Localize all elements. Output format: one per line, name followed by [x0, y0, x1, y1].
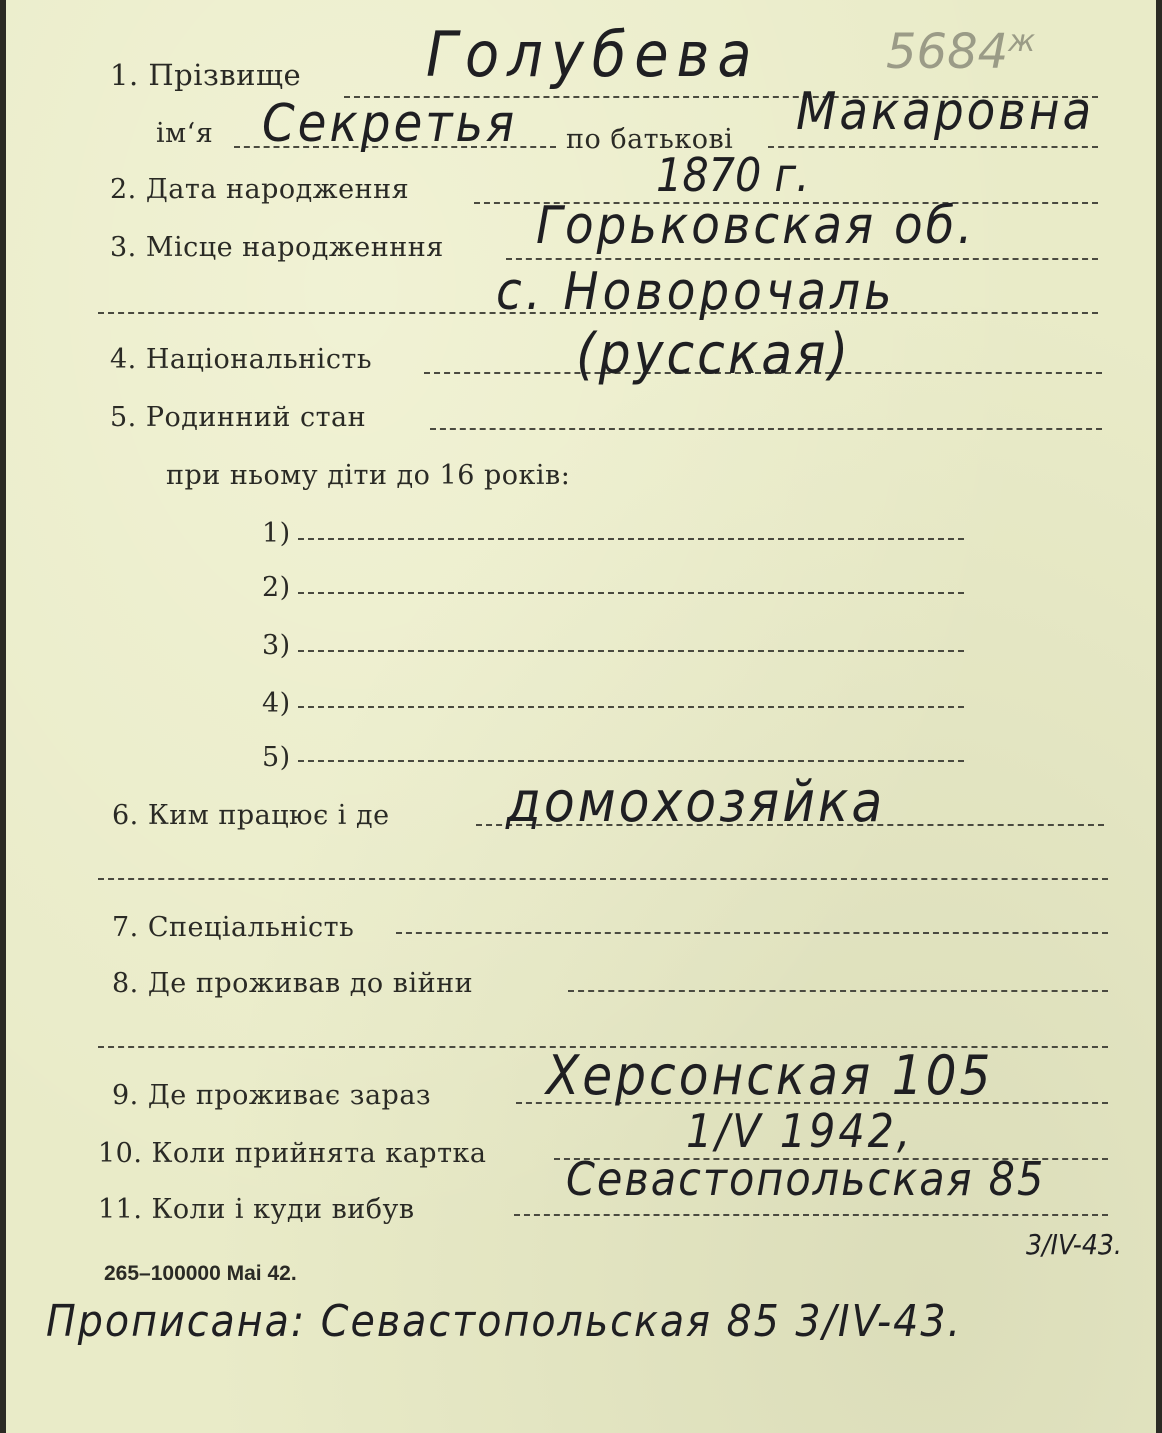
handwritten-surname: Голубева — [426, 18, 760, 91]
line-child-3 — [298, 650, 964, 652]
line-child-2 — [298, 592, 964, 594]
handwritten-occupation: домохозяйка — [506, 770, 886, 835]
label-family-status: 5. Родинний стан — [110, 402, 367, 433]
label-patronymic: по батькові — [566, 124, 734, 155]
line-prewar-residence — [568, 990, 1108, 992]
line-occupation-2 — [98, 878, 1108, 880]
handwritten-birth-place-1: Горьковская об. — [536, 196, 976, 256]
label-current-residence: 9. Де проживає зараз — [112, 1080, 432, 1111]
handwritten-moved-date: 3/IV-43. — [1026, 1228, 1122, 1261]
label-birth-place: 3. Місце народженння — [110, 232, 444, 263]
handwritten-registration-note: Прописана: Севастопольская 85 3/IV-43. — [46, 1296, 963, 1347]
label-child-1: 1) — [262, 518, 291, 549]
line-specialty — [396, 932, 1108, 934]
line-departed — [514, 1214, 1108, 1216]
label-departed: 11. Коли і куди вибув — [98, 1194, 415, 1225]
print-code: 265–100000 Mai 42. — [104, 1262, 297, 1285]
label-children: при ньому діти до 16 років: — [166, 460, 571, 491]
line-child-5 — [298, 760, 964, 762]
handwritten-accepted-date: 1/V 1942, — [686, 1104, 914, 1158]
label-child-3: 3) — [262, 630, 291, 661]
label-card-accepted: 10. Коли прийнята картка — [98, 1138, 487, 1169]
label-child-2: 2) — [262, 572, 291, 603]
handwritten-patronymic: Макаровна — [796, 82, 1095, 142]
label-surname: 1. Прізвище — [110, 58, 302, 92]
registration-card — [6, 0, 1156, 1433]
handwritten-birth-place-2: с. Новорочаль — [496, 262, 896, 322]
label-specialty: 7. Спеціальність — [112, 912, 355, 943]
label-child-4: 4) — [262, 688, 291, 719]
label-prewar-residence: 8. Де проживав до війни — [112, 968, 474, 999]
label-occupation: 6. Ким працює і де — [112, 800, 390, 831]
handwritten-nationality: (русская) — [576, 322, 852, 387]
registration-number: $5684^ж$ — [886, 24, 1036, 80]
line-birth-place — [506, 258, 1098, 260]
label-nationality: 4. Національність — [110, 344, 373, 375]
label-child-5: 5) — [262, 742, 291, 773]
handwritten-firstname: Секретья — [262, 94, 518, 154]
line-family-status — [430, 428, 1102, 430]
handwritten-moved-to: Севастопольская 85 — [566, 1152, 1046, 1206]
line-child-4 — [298, 706, 964, 708]
handwritten-birth-year: 1870 г. — [656, 148, 810, 202]
handwritten-current-address: Херсонская 105 — [546, 1044, 994, 1107]
label-birth-date: 2. Дата народження — [110, 174, 410, 205]
line-child-1 — [298, 538, 964, 540]
label-name: ім‘я — [156, 118, 214, 149]
line-patronymic — [768, 146, 1098, 148]
